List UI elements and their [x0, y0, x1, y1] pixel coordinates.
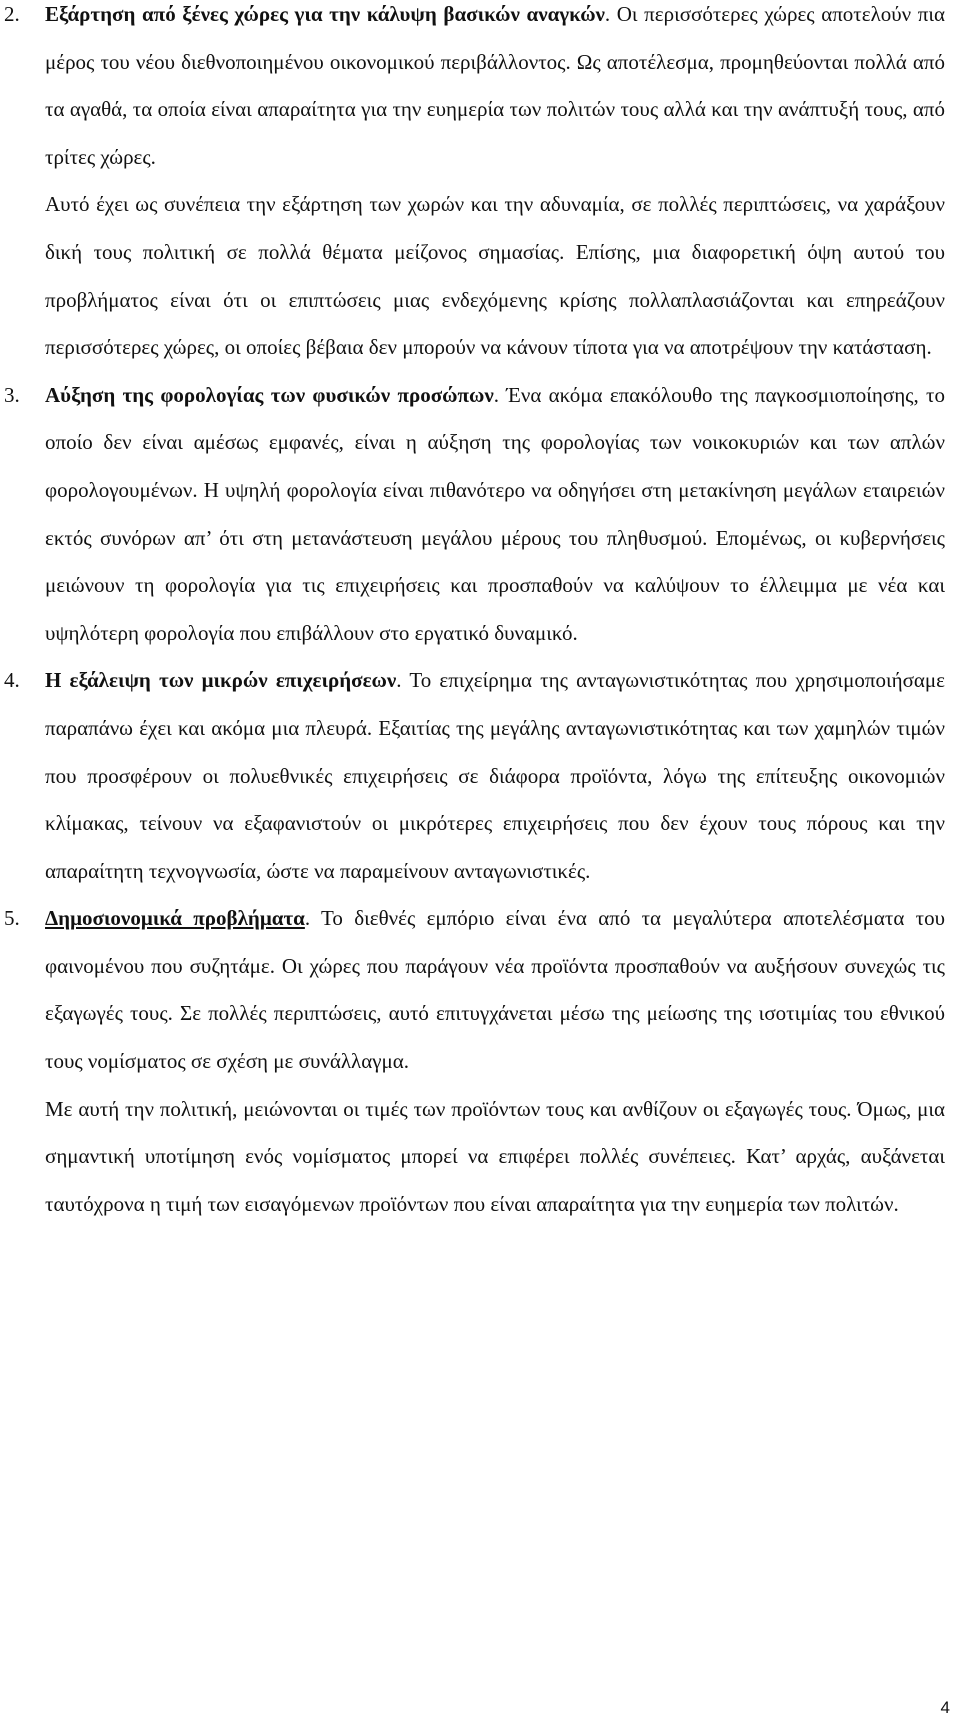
heading-trail: .: [604, 2, 611, 26]
item-number: 2.: [4, 2, 20, 26]
item-heading: Η εξάλειψη των μικρών επιχειρήσεων: [45, 668, 397, 693]
heading-trail: .: [493, 382, 499, 407]
page-number: 4: [940, 1698, 950, 1717]
item-text: Το διεθνές εμπόριο είναι ένα από τα μεγαλύτερα αποτελέσματα του φαινομένου που συζητάμε. Οι χώρες που παράγουν νέα προϊόντα προσπαθούν να αυξήσουν συνεχώς τις εξαγωγές τους. Σε πολλές περιπτώσεις, αυτό επιτυγχάνεται μέσω της μείωσης της ισοτιμίας του εθνικού τους νομίσματος σε σχέση με συνάλλαγμα.: [45, 906, 945, 1074]
list-item-3: [4, 372, 945, 658]
item-heading: Εξάρτηση από ξένες χώρες για την κάλυψη βασικών αναγκών: [45, 2, 605, 26]
item-paragraph: [45, 895, 945, 1085]
item-continuation: Με αυτή την πολιτική, μειώνονται οι τιμές των προϊόντων τους και ανθίζουν οι εξαγωγές τους. Όμως, μια σημαντική υποτίμηση ενός νομίσματος μπορεί να επιφέρει πολλές συνέπειες. Κατ’ αρχάς, αυξάνεται ταυτόχρονα η τιμή των εισαγόμενων προϊόντων που είναι απαραίτητα για την ευημερία των πολιτών.: [45, 1096, 945, 1216]
item-paragraph: [45, 0, 945, 181]
item-number: 3.: [4, 382, 20, 407]
item-paragraph: [45, 372, 945, 658]
list-item-5: [4, 895, 945, 1228]
item-paragraph: [45, 657, 945, 895]
item-heading: Δημοσιονομικά προβλήματα: [45, 906, 305, 931]
list-item-2: [4, 0, 945, 372]
item-number: 5.: [4, 906, 20, 931]
item-number: 4.: [4, 668, 20, 693]
heading-trail: .: [396, 668, 402, 693]
item-text: Το επιχείρημα της ανταγωνιστικότητας που χρησιμοποιήσαμε παραπάνω έχει και ακόμα μια πλευρά. Εξαιτίας της μεγάλης ανταγωνιστικότητας και των χαμηλών τιμών που προσφέρουν οι πολυεθνικές επιχειρήσεις σε διάφορα προϊόντα, λόγω της επίτευξης οικονομιών κλίμακας, τείνουν να εξαφανιστούν οι μικρότερες επιχειρήσεις που δεν έχουν τους πόρους και την απαραίτητη τεχνογνωσία, ώστε να παραμείνουν ανταγωνιστικές.: [45, 668, 945, 883]
heading-trail: .: [304, 906, 311, 931]
item-text: Οι περισσότερες χώρες αποτελούν πια μέρος του νέου διεθνοποιημένου οικονομικού περιβάλλοντος. Ως αποτέλεσμα, προμηθεύονται πολλά από τα αγαθά, τα οποία είναι απαραίτητα για την ευημερία των πολιτών τους αλλά και την ανάπτυξή τους, από τρίτες χώρες.: [45, 2, 945, 169]
item-text: Ένα ακόμα επακόλουθο της παγκοσμιοποίησης, το οποίο δεν είναι αμέσως εμφανές, είναι η αύξηση της φορολογίας των νοικοκυριών και των απλών φορολογουμένων. Η υψηλή φορολογία είναι πιθανότερο να οδηγήσει στη μετακίνηση μεγάλων εταιρειών εκτός συνόρων απ’ ότι στη μετανάστευση μεγάλου μέρους του πληθυσμού. Επομένως, οι κυβερνήσεις μειώνουν τη φορολογία για τις επιχειρήσεις και προσπαθούν να καλύψουν το έλλειμμα με νέα και υψηλότερη φορολογία που επιβάλλουν στο εργατικό δυναμικό.: [45, 382, 945, 645]
list-item-4: [4, 657, 945, 895]
item-heading: Αύξηση της φορολογίας των φυσικών προσώπων: [45, 382, 494, 407]
item-continuation: Αυτό έχει ως συνέπεια την εξάρτηση των χωρών και την αδυναμία, σε πολλές περιπτώσεις, να χαράξουν δική τους πολιτική σε πολλά θέματα μείζονος σημασίας. Επίσης, μια διαφορετική όψη αυτού του προβλήματος είναι ότι οι επιπτώσεις μιας ενδεχόμενης κρίσης πολλαπλασιάζονται και επηρεάζουν περισσότερες χώρες, οι οποίες βέβαια δεν μπορούν να κάνουν τίποτα για να αποτρέψουν την κατάσταση.: [45, 192, 945, 360]
